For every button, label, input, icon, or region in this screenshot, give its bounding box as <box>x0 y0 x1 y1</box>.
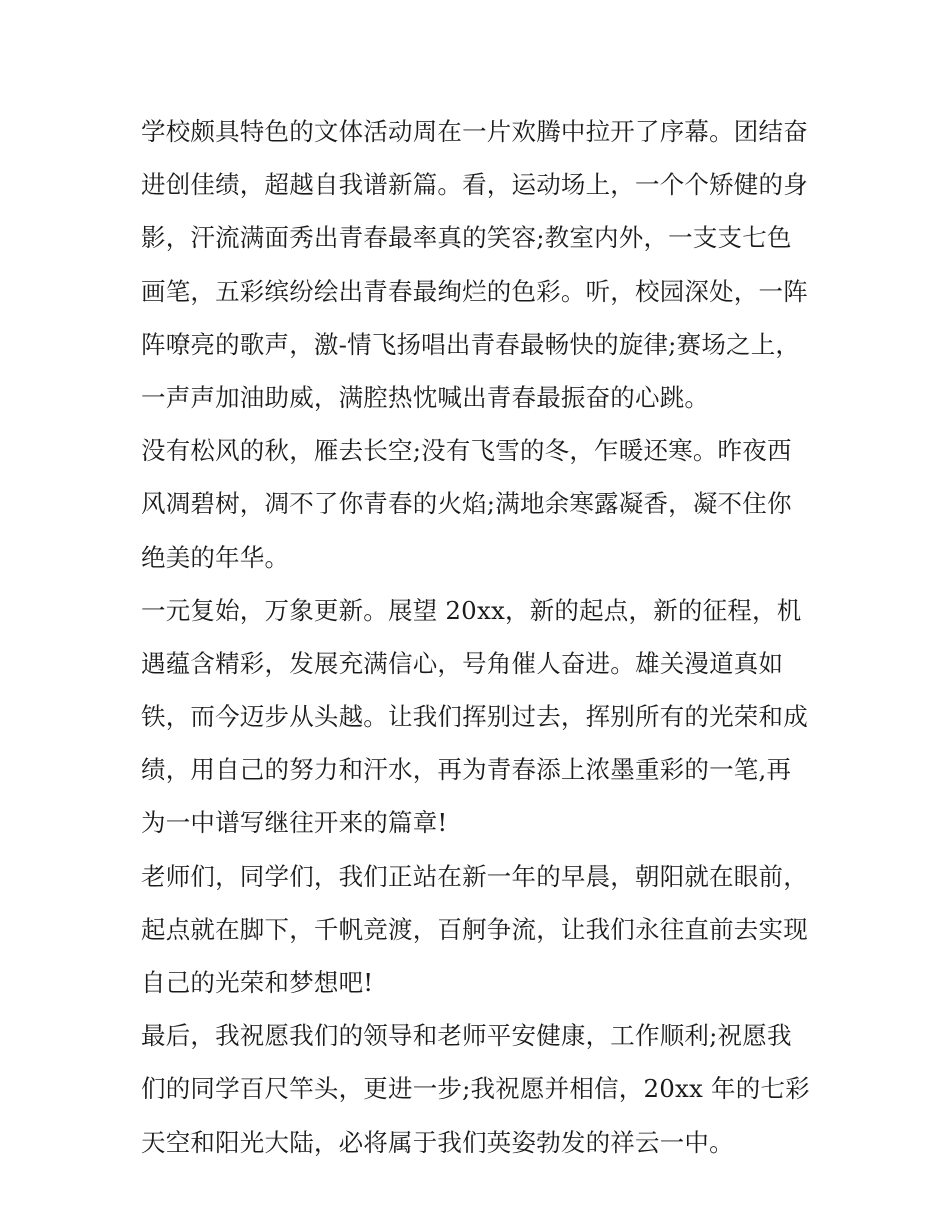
text-line: 天空和阳光大陆，必将属于我们英姿勃发的祥云一中。 <box>141 1127 734 1157</box>
text-line: 为一中谱写继往开来的篇章! <box>141 808 448 838</box>
text-line: 画笔，五彩缤纷绘出青春最绚烂的色彩。听，校园深处，一阵 <box>141 276 808 306</box>
text-line: 最后，我祝愿我们的领导和老师平安健康，工作顺利;祝愿我 <box>141 1021 792 1051</box>
text-line: 学校颇具特色的文体活动周在一片欢腾中拉开了序幕。团结奋 <box>141 117 808 146</box>
text-line: 绩，用自己的努力和汗水，再为青春添上浓墨重彩的一笔,再 <box>141 755 792 785</box>
text-line: 们的同学百尺竿头，更进一步;我祝愿并相信，20xx 年的七彩 <box>141 1074 810 1104</box>
text-line: 一元复始，万象更新。展望 20xx，新的起点，新的征程，机 <box>141 595 802 625</box>
text-line: 进创佳绩，超越自我谱新篇。看，运动场上，一个个矫健的身 <box>141 170 808 200</box>
text-line: 自己的光荣和梦想吧! <box>141 968 374 997</box>
text-line: 阵嘹亮的歌声，激-情飞扬唱出青春最畅快的旋律;赛场之上， <box>141 329 801 359</box>
document-body <box>141 105 813 1169</box>
paragraph-4 <box>141 850 813 1010</box>
text-line: 遇蕴含精彩，发展充满信心，号角催人奋进。雄关漫道真如 <box>141 648 784 678</box>
paragraph-2 <box>141 424 813 584</box>
text-line: 老师们，同学们，我们正站在新一年的早晨，朝阳就在眼前， <box>141 861 808 891</box>
paragraph-1 <box>141 105 813 424</box>
text-line: 没有松风的秋，雁去长空;没有飞雪的冬，乍暖还寒。昨夜西 <box>141 436 792 466</box>
text-line: 绝美的年华。 <box>141 542 290 572</box>
text-line: 一声声加油助威，满腔热忱喊出青春最振奋的心跳。 <box>141 382 710 412</box>
text-line: 铁，而今迈步从头越。让我们挥别过去，挥别所有的光荣和成 <box>141 702 808 732</box>
paragraph-3 <box>141 584 813 850</box>
text-line: 影，汗流满面秀出青春最率真的笑容;教室内外，一支支七色 <box>141 223 792 253</box>
text-line: 风凋碧树，凋不了你青春的火焰;满地余寒露凝香，凝不住你 <box>141 489 792 519</box>
paragraph-5 <box>141 1009 813 1169</box>
text-line: 起点就在脚下，千帆竞渡，百舸争流，让我们永往直前去实现 <box>141 914 808 944</box>
